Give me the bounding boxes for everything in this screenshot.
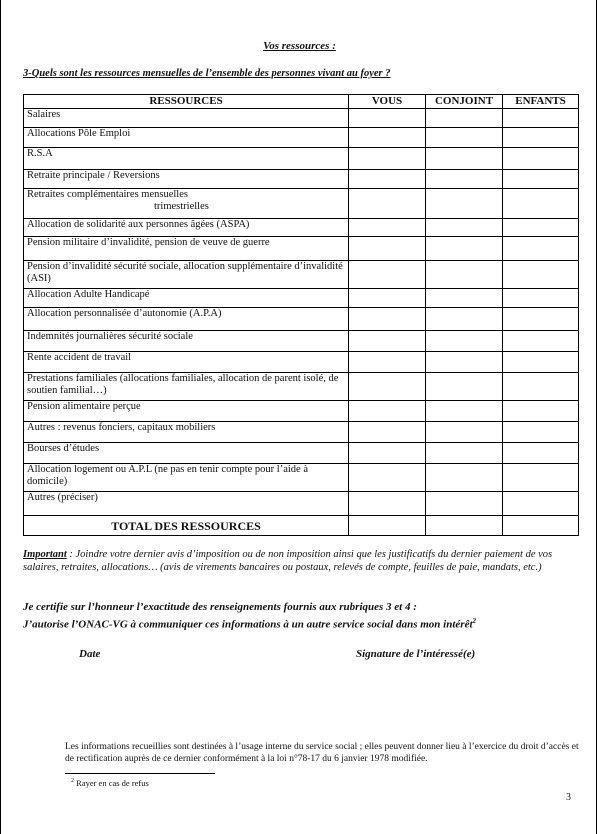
enfants-cell[interactable] [503,219,579,237]
conjoint-cell[interactable] [426,373,503,401]
table-row [24,401,579,422]
row-label: Salaires [24,109,349,128]
table-row [24,189,579,219]
enfants-cell[interactable] [503,373,579,401]
enfants-cell[interactable] [503,401,579,422]
row-label: Bourses d’études [24,443,349,464]
vous-cell[interactable] [349,401,426,422]
conjoint-cell[interactable] [426,492,503,516]
section-title: Vos ressources : [263,40,336,52]
vous-cell[interactable] [349,352,426,373]
vous-cell[interactable] [349,443,426,464]
table-row [24,464,579,492]
vous-cell[interactable] [349,308,426,331]
conjoint-cell[interactable] [426,289,503,308]
footnote-number: 2 [71,778,74,785]
row-label: Pension d’invalidité sécurité sociale, allocation supplémentaire d’invalidité (ASI) [24,261,349,289]
conjoint-cell[interactable] [426,237,503,261]
table-row [24,443,579,464]
vous-cell[interactable] [349,128,426,148]
table-row [24,492,579,516]
header-vous: VOUS [349,95,426,109]
vous-cell[interactable] [349,237,426,261]
total-label: TOTAL DES RESSOURCES [24,516,349,536]
table-header-row [24,95,579,109]
conjoint-cell[interactable] [426,261,503,289]
row-label: Allocation logement ou A.P.L (ne pas en tenir compte pour l’aide à domicile) [24,464,349,492]
row-label: R.S.A [24,148,349,170]
enfants-total-cell[interactable] [503,516,579,536]
row-label: Pension alimentaire perçue [24,401,349,422]
vous-total-cell[interactable] [349,516,426,536]
certify-line: Je certifie sur l’honneur l’exactitude des renseignements fournis aux rubriques 3 et 4 : [23,601,417,613]
row-label: Retraite principale / Reversions [24,170,349,189]
table-row [24,352,579,373]
footnote-ref: 2 [472,617,477,625]
conjoint-cell[interactable] [426,219,503,237]
table-row [24,373,579,401]
resources-table [23,94,579,536]
table-row [24,308,579,331]
row-label: Allocation de solidarité aux personnes âgées (ASPA) [24,219,349,237]
row-label [24,189,349,219]
vous-cell[interactable] [349,422,426,443]
table-row [24,170,579,189]
enfants-cell[interactable] [503,128,579,148]
enfants-cell[interactable] [503,289,579,308]
enfants-cell[interactable] [503,148,579,170]
authorize-line [23,614,583,632]
enfants-cell[interactable] [503,189,579,219]
conjoint-cell[interactable] [426,331,503,352]
header-ressources: RESSOURCES [24,95,349,109]
footnote [71,778,149,788]
row-label: Pension militaire d’invalidité, pension de veuve de guerre [24,237,349,261]
table-row [24,219,579,237]
vous-cell[interactable] [349,464,426,492]
table-row [24,237,579,261]
important-text: : Joindre votre dernier avis d’imposition ou de non imposition ainsi que les justificatifs du dernier paiement de vos salaires, retraites, allocations… (avis de virements bancaires ou postaux, relevés de compte, feuilles de paie, mandats, etc.) [23,549,553,573]
enfants-cell[interactable] [503,331,579,352]
row-label-sub: trimestrielles [154,201,209,212]
conjoint-cell[interactable] [426,401,503,422]
vous-cell[interactable] [349,492,426,516]
row-label: Autres : revenus fonciers, capitaux mobiliers [24,422,349,443]
conjoint-total-cell[interactable] [426,516,503,536]
important-note [23,548,583,574]
conjoint-cell[interactable] [426,422,503,443]
enfants-cell[interactable] [503,109,579,128]
enfants-cell[interactable] [503,308,579,331]
vous-cell[interactable] [349,170,426,189]
vous-cell[interactable] [349,109,426,128]
total-row [24,516,579,536]
conjoint-cell[interactable] [426,128,503,148]
enfants-cell[interactable] [503,352,579,373]
footnote-divider [65,773,215,774]
conjoint-cell[interactable] [426,189,503,219]
header-enfants: ENFANTS [503,95,579,109]
enfants-cell[interactable] [503,422,579,443]
certification-block [23,600,583,632]
vous-cell[interactable] [349,189,426,219]
table-row [24,109,579,128]
enfants-cell[interactable] [503,492,579,516]
table-row [24,148,579,170]
row-label: Rente accident de travail [24,352,349,373]
page-number: 3 [566,792,571,803]
row-label-main: Retraites complémentaires mensuelles [27,189,188,200]
table-row [24,422,579,443]
conjoint-cell[interactable] [426,464,503,492]
enfants-cell[interactable] [503,464,579,492]
privacy-notice: Les informations recueillies sont destinées à l’usage interne du service social ; elles peuvent donner lieu à l’exercice du droit d’accès et de rectification auprès de ce dernier conformément à la loi n°78-17 du 6 janvier 1978 modifiée. [65,742,579,764]
row-label: Autres (préciser) [24,492,349,516]
table-row [24,289,579,308]
date-label: Date [79,648,101,660]
vous-cell[interactable] [349,331,426,352]
enfants-cell[interactable] [503,261,579,289]
header-conjoint: CONJOINT [426,95,503,109]
vous-cell[interactable] [349,289,426,308]
table-row [24,261,579,289]
conjoint-cell[interactable] [426,109,503,128]
authorize-text: J’autorise l’ONAC-VG à communiquer ces informations à un autre service social dans mon intérêt [23,618,473,631]
conjoint-cell[interactable] [426,308,503,331]
table-row [24,331,579,352]
enfants-cell[interactable] [503,170,579,189]
footnote-text: Rayer en cas de refus [74,778,149,788]
conjoint-cell[interactable] [426,148,503,170]
question-heading: 3-Quels sont les ressources mensuelles de l’ensemble des personnes vivant au foyer ? [23,68,391,79]
row-label: Indemnités journalières sécurité sociale [24,331,349,352]
conjoint-cell[interactable] [426,170,503,189]
table-row [24,128,579,148]
enfants-cell[interactable] [503,237,579,261]
signature-label: Signature de l’intéressé(e) [356,648,476,660]
enfants-cell[interactable] [503,443,579,464]
row-label: Allocation Adulte Handicapé [24,289,349,308]
conjoint-cell[interactable] [426,352,503,373]
important-label: Important [23,549,67,560]
vous-cell[interactable] [349,219,426,237]
row-label: Allocation personnalisée d’autonomie (A.P.A) [24,308,349,331]
row-label: Allocations Pôle Emploi [24,128,349,148]
vous-cell[interactable] [349,261,426,289]
vous-cell[interactable] [349,373,426,401]
row-label: Prestations familiales (allocations familiales, allocation de parent isolé, de soutien familial…) [24,373,349,401]
vous-cell[interactable] [349,148,426,170]
conjoint-cell[interactable] [426,443,503,464]
